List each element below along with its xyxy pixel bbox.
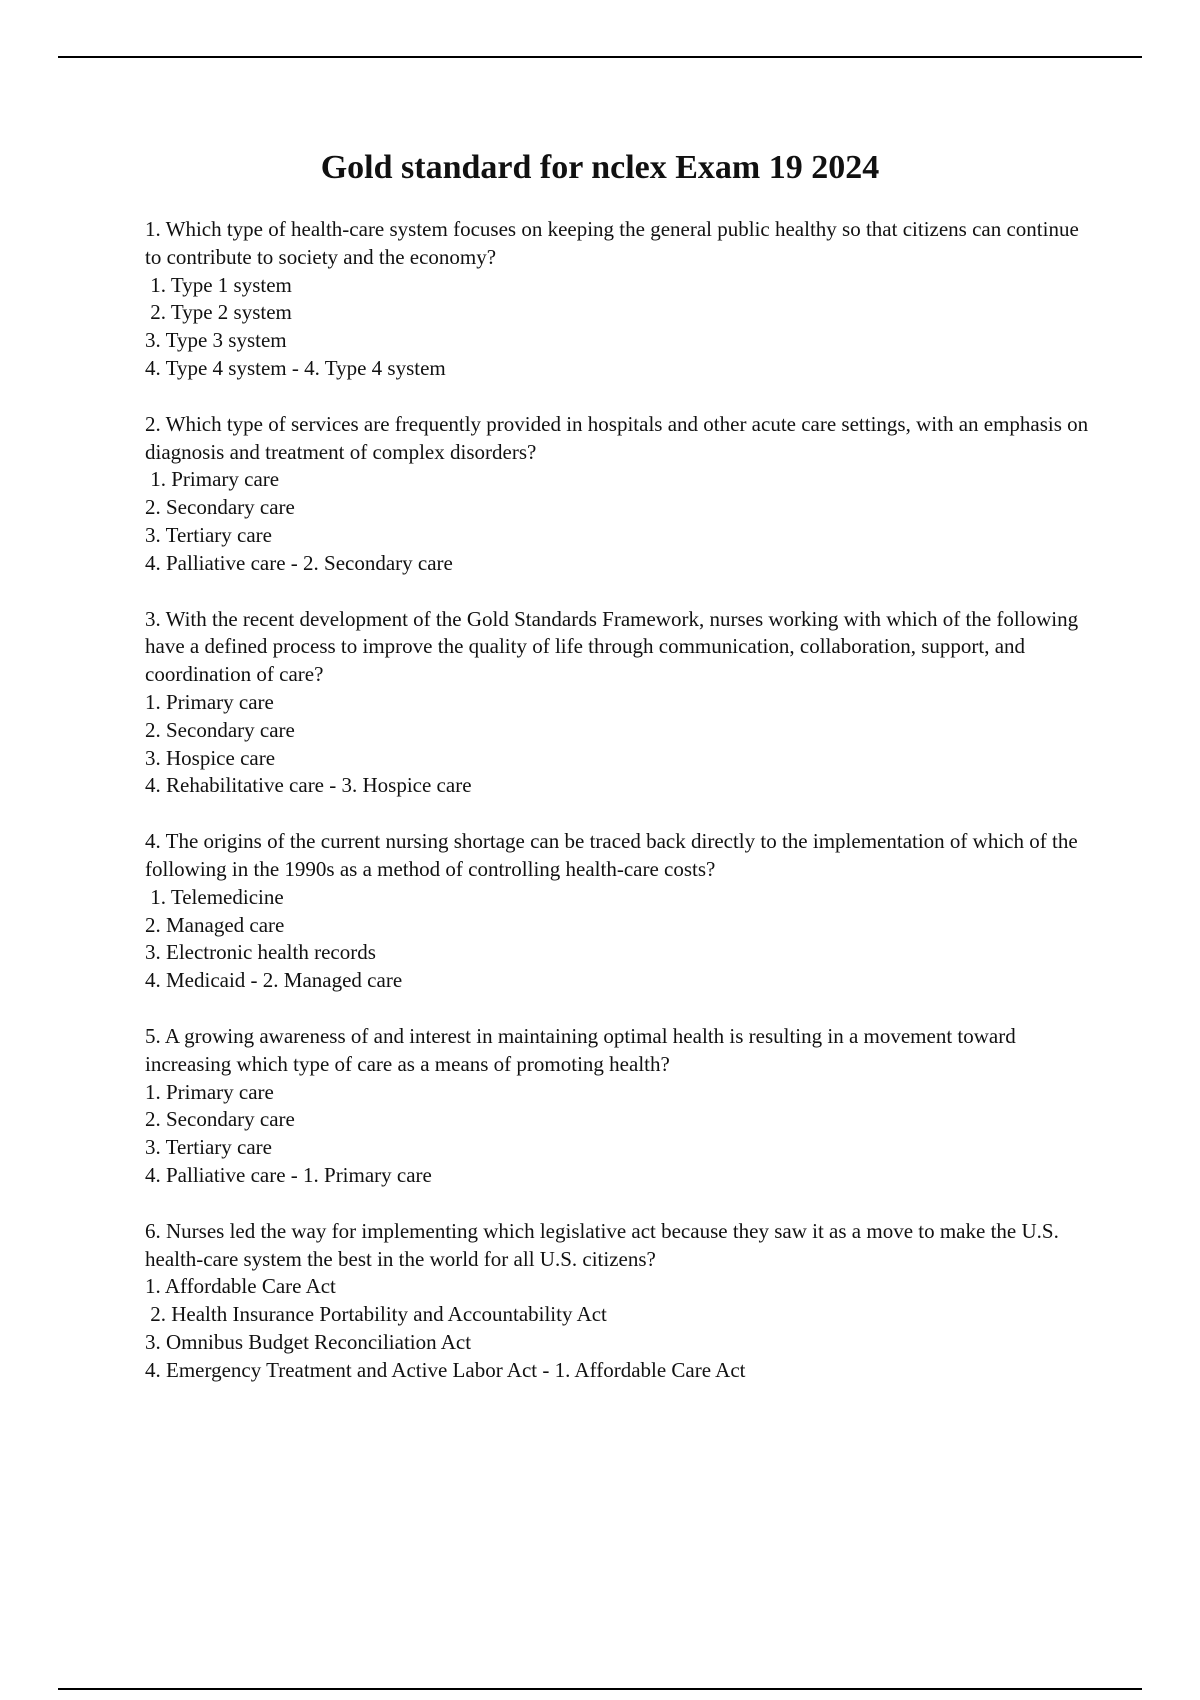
answer-option: 2. Managed care: [145, 912, 285, 937]
answer-options: [145, 884, 1095, 995]
question-6: [145, 1218, 1095, 1385]
answer-option: 3. Type 3 system: [145, 328, 287, 353]
bottom-rule: [58, 1688, 1142, 1690]
answer-option: 3. Electronic health records: [145, 940, 376, 965]
page-title: Gold standard for nclex Exam 19 2024: [320, 149, 880, 186]
question-2: [145, 411, 1095, 578]
answer-option: 4. Medicaid - 2. Managed care: [145, 968, 403, 993]
question-text: 2. Which type of services are frequently provided in hospitals and other acute care settings, with an emphasis on diagnosis and treatment of complex disorders?: [145, 411, 1089, 464]
answer-options: [145, 1273, 1095, 1384]
answer-option: 2. Secondary care: [145, 495, 295, 520]
answer-options: [145, 1079, 1095, 1190]
question-text: 1. Which type of health-care system focuses on keeping the general public healthy so that citizens can continue to contribute to society and the economy?: [145, 217, 1079, 269]
answer-options: [145, 689, 1095, 800]
answer-option: 3. Tertiary care: [145, 522, 272, 547]
question-1: [145, 216, 1095, 383]
answer-option: 3. Hospice care: [145, 745, 276, 770]
answer-option: 4. Rehabilitative care - 3. Hospice care: [145, 773, 472, 798]
answer-option: 3. Tertiary care: [145, 1135, 272, 1160]
answer-option: 4. Palliative care - 1. Primary care: [145, 1162, 432, 1187]
question-5: [145, 1023, 1095, 1190]
answer-option: 1. Primary care: [145, 467, 280, 492]
question-text: 3. With the recent development of the Gold Standards Framework, nurses working with which of the following have a defined process to improve the quality of life through communication, collaboration, support, and coordination of care?: [145, 606, 1079, 687]
question-text: 6. Nurses led the way for implementing which legislative act because they saw it as a move to make the U.S. health-care system the best in the world for all U.S. citizens?: [145, 1218, 1059, 1271]
answer-option: 1. Type 1 system: [145, 272, 292, 297]
answer-option: 2. Secondary care: [145, 1107, 295, 1132]
answer-option: 1. Telemedicine: [145, 884, 284, 909]
question-text: 4. The origins of the current nursing shortage can be traced back directly to the implementation of which of the following in the 1990s as a method of controlling health-care costs?: [145, 829, 1078, 881]
answer-option: 2. Health Insurance Portability and Accountability Act: [145, 1302, 607, 1327]
answer-option: 3. Omnibus Budget Reconciliation Act: [145, 1329, 472, 1354]
top-rule: [58, 56, 1142, 58]
answer-option: 4. Type 4 system - 4. Type 4 system: [145, 355, 446, 380]
question-4: [145, 828, 1095, 995]
question-list: [145, 216, 1095, 1412]
answer-option: 4. Palliative care - 2. Secondary care: [145, 550, 453, 575]
question-text: 5. A growing awareness of and interest in maintaining optimal health is resulting in a movement toward increasing which type of care as a means of promoting health?: [145, 1023, 1016, 1076]
question-3: [145, 606, 1095, 801]
answer-options: [145, 272, 1095, 383]
answer-options: [145, 466, 1095, 577]
answer-option: 1. Primary care: [145, 1079, 274, 1104]
answer-option: 1. Affordable Care Act: [145, 1274, 336, 1299]
answer-option: 4. Emergency Treatment and Active Labor Act - 1. Affordable Care Act: [145, 1357, 746, 1382]
answer-option: 2. Type 2 system: [145, 300, 292, 325]
answer-option: 2. Secondary care: [145, 717, 295, 742]
answer-option: 1. Primary care: [145, 689, 274, 714]
